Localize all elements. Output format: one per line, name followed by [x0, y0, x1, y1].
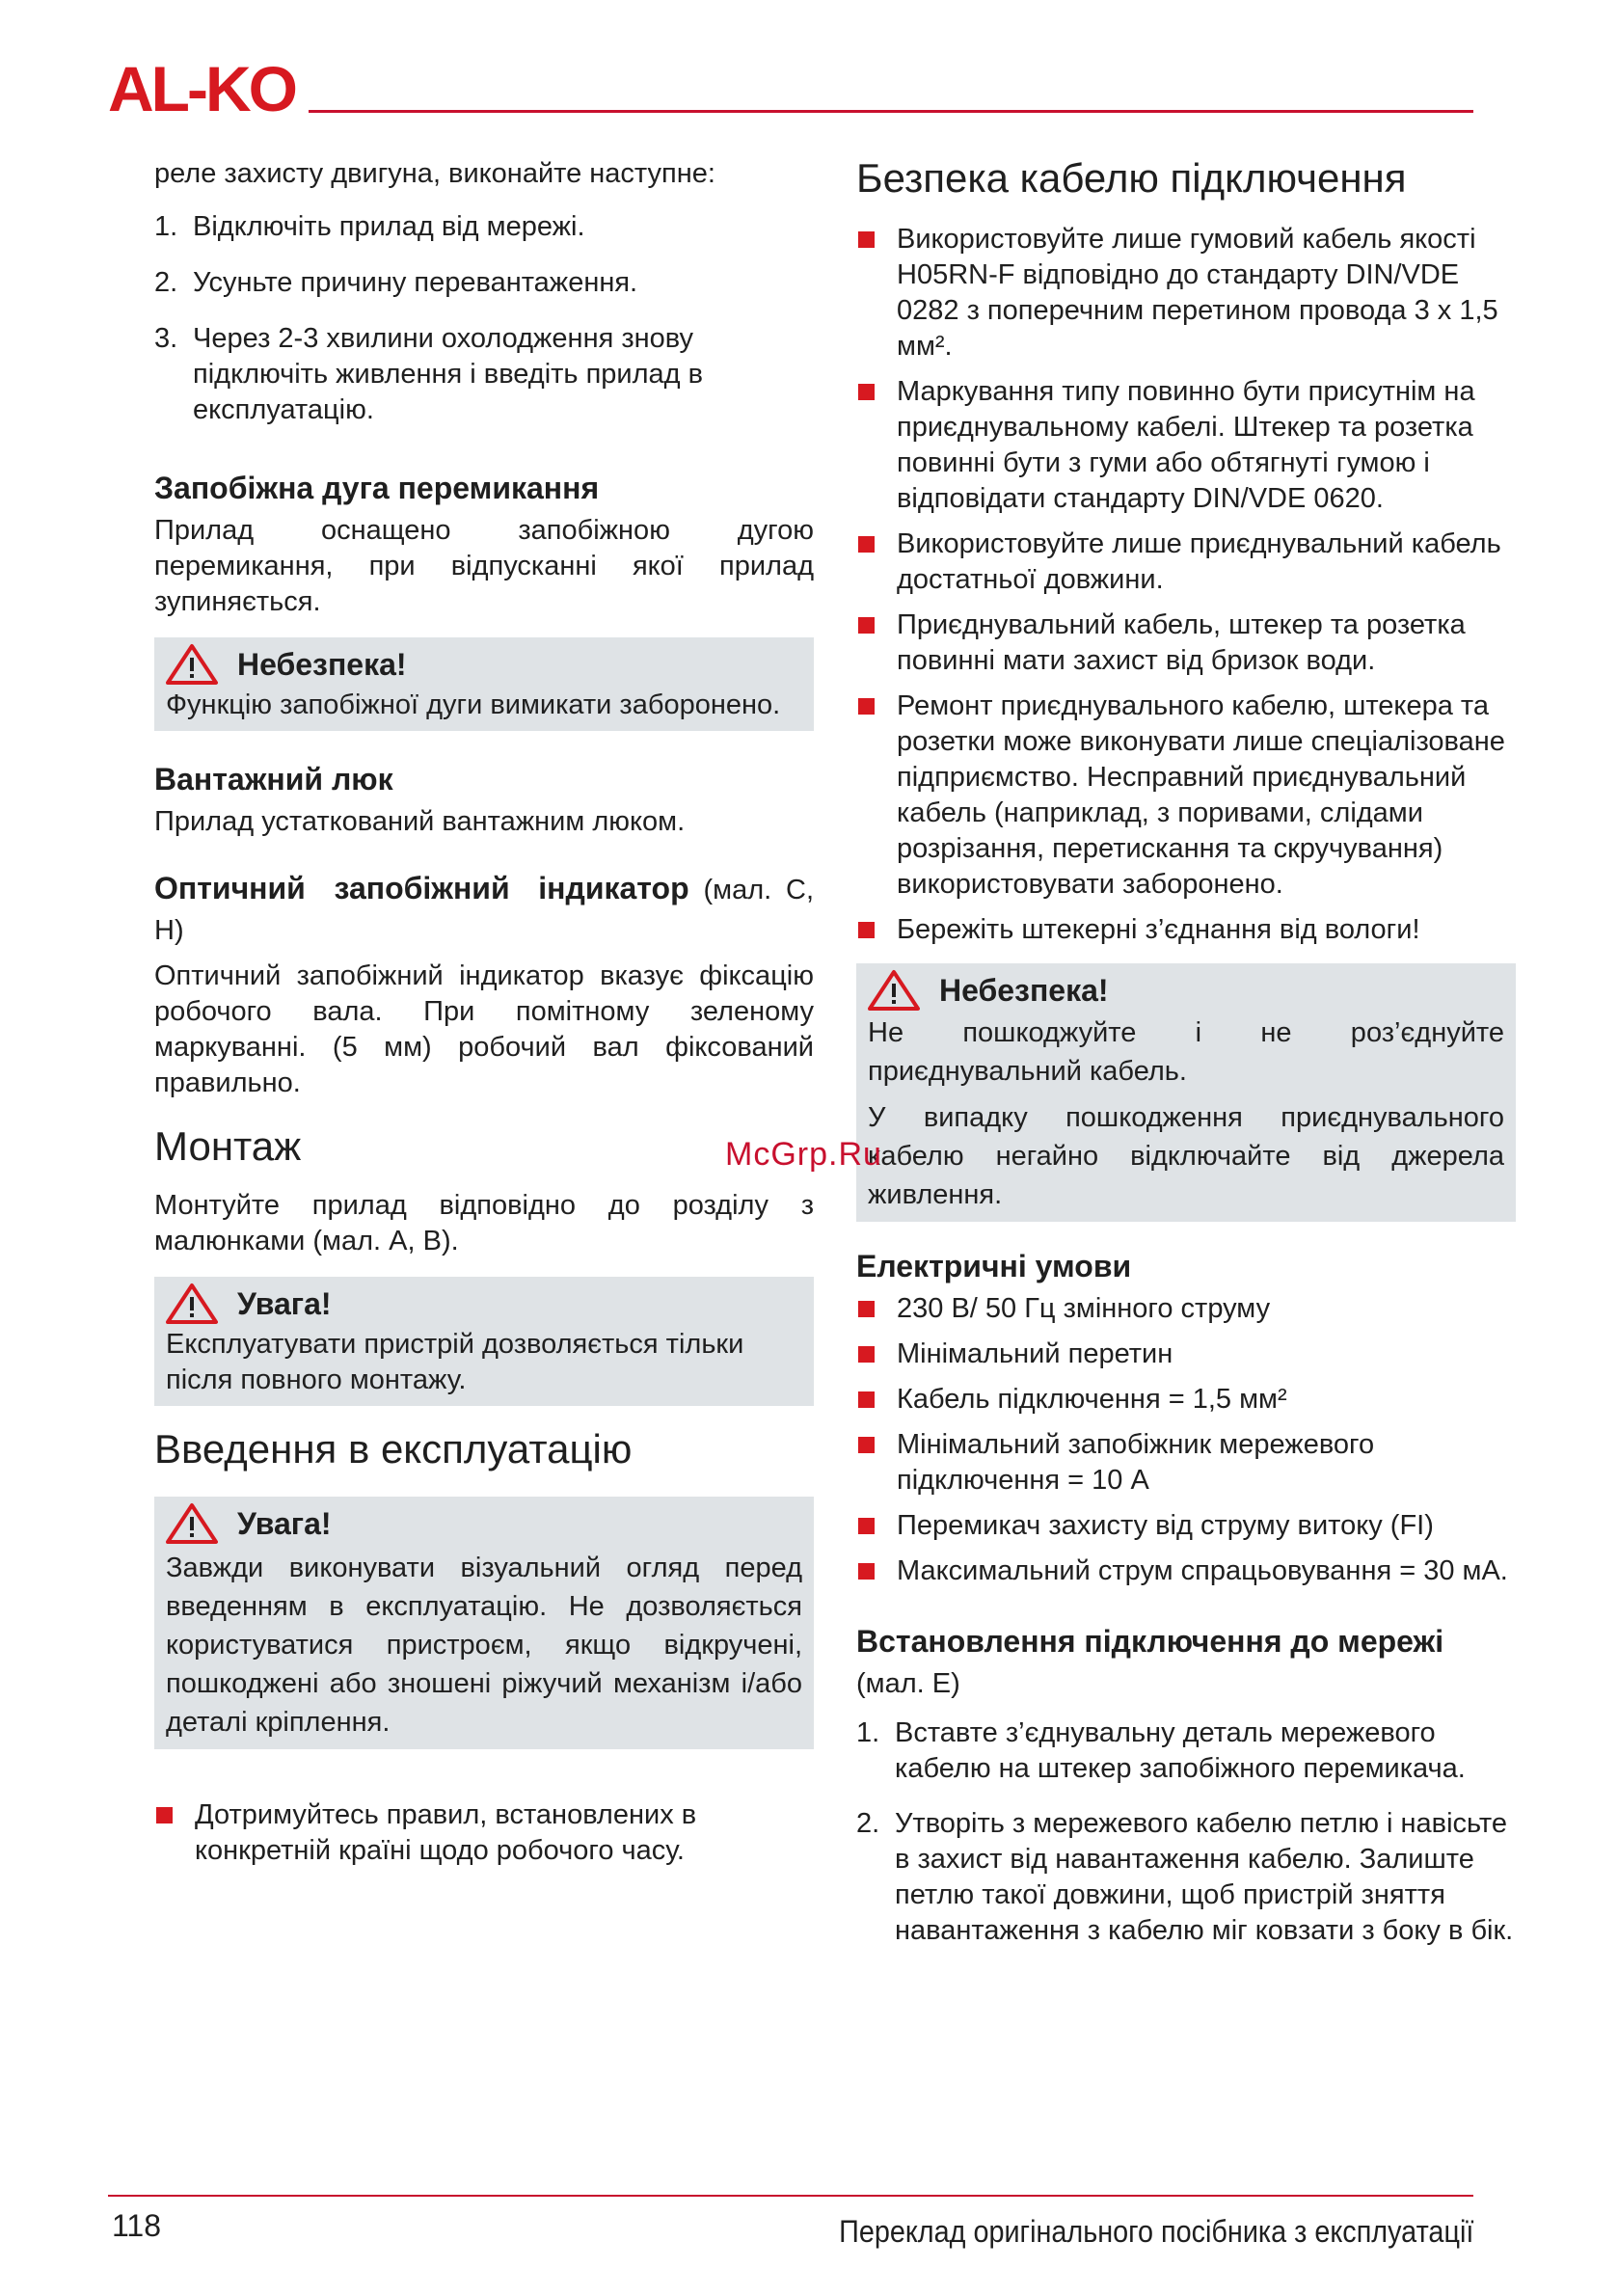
warning-triangle-icon: [868, 969, 920, 1012]
electrical-list: [856, 1291, 1516, 1589]
list-item: Бережіть штекерні з’єднання від вологи!: [856, 912, 1516, 948]
mount-text: Монтуйте прилад відповідно до розділу з малюнками (мал. А, В).: [154, 1190, 814, 1256]
cable-safety-heading: Безпека кабелю підключення: [856, 155, 1407, 201]
right-column: [856, 154, 1516, 1949]
list-item: 1. Відключіть прилад від мережі.: [154, 211, 585, 242]
work-time-list: [154, 1797, 814, 1869]
danger-text: Функцію запобіжної дуги вимикати заборонено.: [166, 689, 781, 720]
list-item: Перемикач захисту від струму витоку (FI): [856, 1508, 1516, 1544]
list-item: 3. Через 2-3 хвилини охолодження знову підключіть живлення і введіть прилад в експлуатацію.: [154, 323, 704, 425]
warning-triangle-icon: [166, 1502, 218, 1545]
list-item: Кабель підключення = 1,5 мм²: [856, 1382, 1516, 1418]
hatch-text: Прилад устаткований вантажним люком.: [154, 806, 686, 837]
al-ko-logo: AL-KO: [108, 53, 295, 124]
footer-divider: [108, 2195, 1473, 2197]
arc-text: Прилад оснащено запобіжною дугою перемикання, при відпусканні якої прилад зупиняється.: [154, 515, 814, 617]
optic-heading-line: [154, 869, 814, 951]
watermark: McGrp.Ru: [725, 1136, 882, 1173]
danger-title: Небезпека!: [237, 647, 407, 682]
list-item: Ремонт приєднувального кабелю, штекера та розетки може виконувати лише спеціалізоване підприємство. Несправний приєднувальний кабель (наприклад, з поривами, слідами розрізання, перетискання та скручування) використовувати заборонено.: [856, 689, 1516, 903]
mains-figure-ref: (мал. Е): [856, 1668, 960, 1699]
danger-text: У випадку пошкодження приєднувального кабелю негайно відключайте від джерела живлення.: [868, 1102, 1504, 1210]
list-item: Мінімальний перетин: [856, 1337, 1516, 1372]
list-item: Дотримуйтесь правил, встановлених в конкретній країні щодо робочого часу.: [154, 1797, 814, 1869]
list-item: 2. Утворіть з мережевого кабелю петлю і навісьте в захист від навантаження кабелю. Залиште петлю такої довжини, щоб пристрій зняття навантаження з кабелю міг ковзати з боку в бік.: [856, 1808, 1514, 1946]
caution-title: Увага!: [237, 1286, 332, 1321]
optic-figure-ref: (мал. С, Н): [154, 875, 815, 946]
hatch-heading: Вантажний люк: [154, 762, 393, 797]
list-item: 230 В/ 50 Гц змінного струму: [856, 1291, 1516, 1327]
list-item: Приєднувальний кабель, штекер та розетка повинні мати захист від бризок води.: [856, 608, 1516, 679]
caution-text: Завжди виконувати візуальний огляд перед введенням в експлуатацію. Не дозволяється користуватися пристроєм, якщо відкручені, пошкоджені або зношені ріжучий механізм і/або деталі кріплення.: [166, 1553, 802, 1738]
danger-title: Небезпека!: [939, 973, 1109, 1008]
danger-box-cable: [856, 963, 1516, 1222]
optic-text: Оптичний запобіжний індикатор вказує фіксацію робочого вала. При помітному зеленому маркуванні. (5 мм) робочий вал фіксований правильно.: [154, 960, 814, 1098]
caution-box-mount: [154, 1277, 814, 1406]
mains-connection-heading: Встановлення підключення до мережі: [856, 1624, 1444, 1659]
header-divider: [309, 110, 1473, 113]
left-column: [154, 156, 814, 1869]
page-number: 118: [112, 2208, 162, 2243]
list-item: 2. Усуньте причину перевантаження.: [154, 267, 638, 298]
caution-text: Експлуатувати пристрій дозволяється тільки після повного монтажу.: [166, 1329, 744, 1395]
commission-heading: Введення в експлуатацію: [154, 1426, 633, 1472]
cable-safety-list: [856, 222, 1516, 948]
list-item: 1. Вставте з’єднувальну деталь мережевого кабелю на штекер запобіжного перемикача.: [856, 1717, 1466, 1784]
arc-heading: Запобіжна дуга перемикання: [154, 471, 600, 505]
list-item: Мінімальний запобіжник мережевого підключення = 10 А: [856, 1427, 1516, 1499]
danger-box-arc: [154, 637, 814, 731]
intro-text: реле захисту двигуна, виконайте наступне:: [154, 158, 715, 189]
electrical-heading: Електричні умови: [856, 1249, 1132, 1283]
list-item: Маркування типу повинно бути присутнім на приєднувальному кабелі. Штекер та розетка повинні бути з гуми або обтягнуті гумою і відповідати стандарту DIN/VDE 0620.: [856, 374, 1516, 517]
reset-steps-list: [154, 209, 814, 428]
danger-text: Не пошкоджуйте і не роз’єднуйте приєднувальний кабель.: [868, 1017, 1504, 1087]
list-item: Максимальний струм спрацьовування = 30 мА.: [856, 1553, 1516, 1589]
list-item: Використовуйте лише гумовий кабель якості H05RN-F відповідно до стандарту DIN/VDE 0282 з поперечним перетином провода 3 х 1,5 мм².: [856, 222, 1516, 365]
warning-triangle-icon: [166, 1283, 218, 1325]
mains-steps-list: [856, 1715, 1516, 1949]
list-item: Використовуйте лише приєднувальний кабель достатньої довжини.: [856, 527, 1516, 598]
warning-triangle-icon: [166, 643, 218, 686]
caution-title: Увага!: [237, 1506, 332, 1541]
mount-heading: Монтаж: [154, 1123, 302, 1169]
caution-box-commission: [154, 1497, 814, 1749]
footer-title: Переклад оригінального посібника з експлуатації: [838, 2214, 1473, 2249]
optic-heading: Оптичний запобіжний індикатор: [154, 871, 689, 905]
